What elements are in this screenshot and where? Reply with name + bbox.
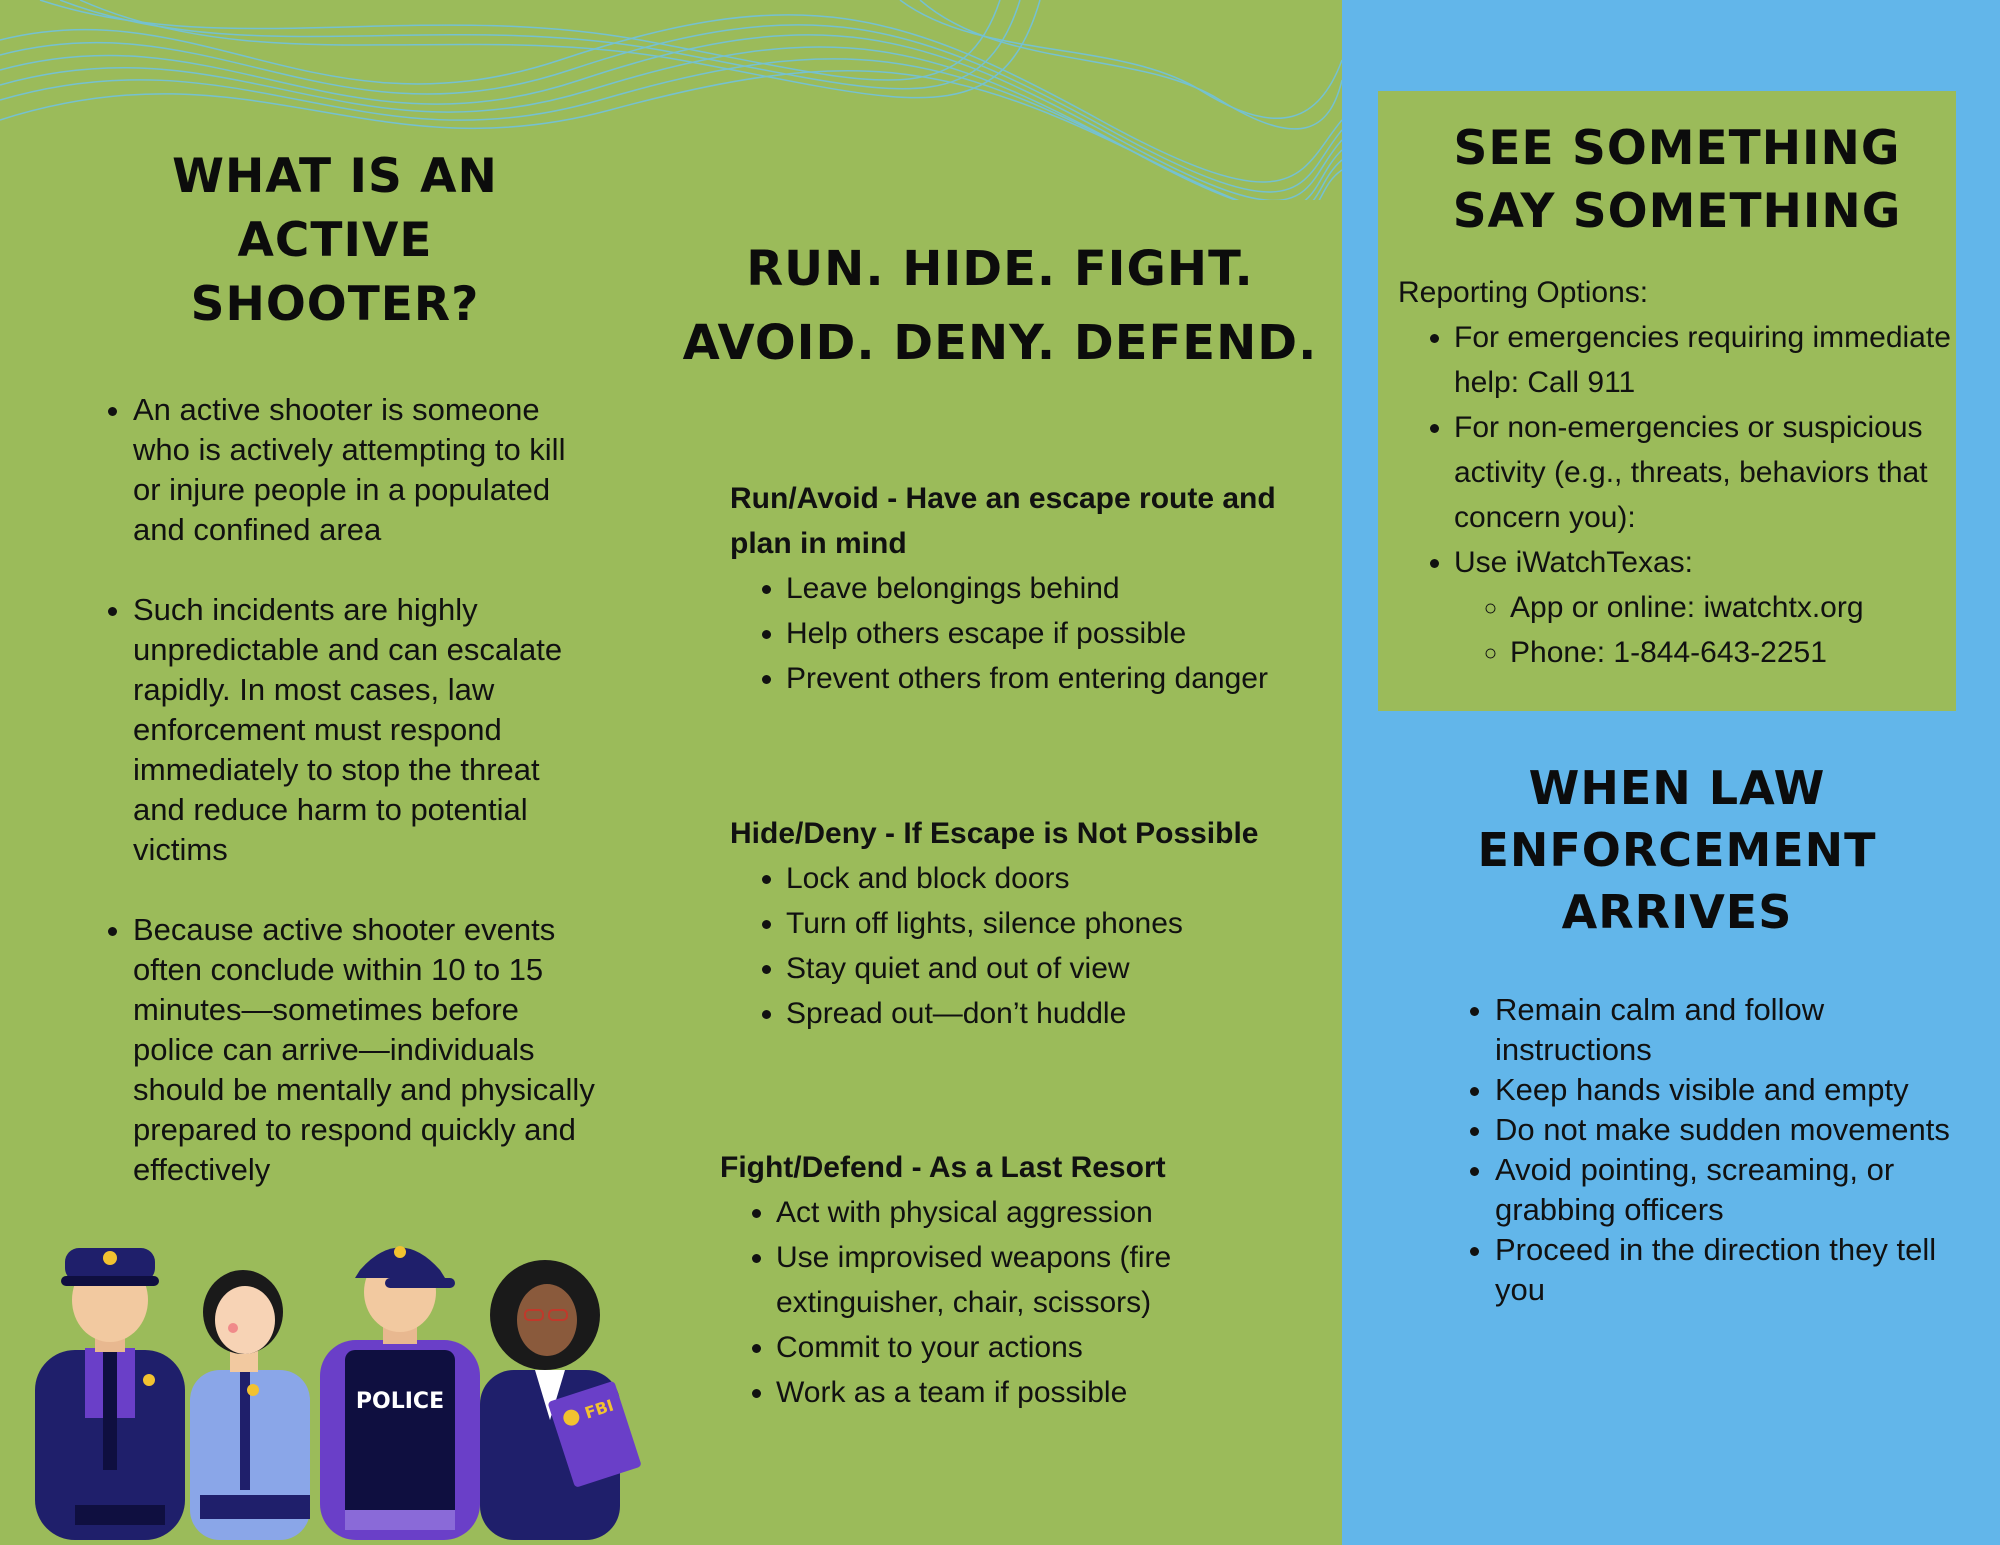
list-item: • Because active shooter events often conclude within 10 to 15 minutes—sometimes before police can arrive—individuals should be mentally and physically prepared to respond quickly and effectively xyxy=(133,910,596,1190)
see-something-heading xyxy=(1392,117,1962,243)
list-item: • Commit to your actions xyxy=(776,1325,1320,1370)
list-item: • Prevent others from entering danger xyxy=(786,656,1330,701)
agent-figure xyxy=(480,1260,642,1540)
list-item: • Stay quiet and out of view xyxy=(786,946,1330,991)
list-item: • Work as a team if possible xyxy=(776,1370,1320,1415)
folder-label: FBI xyxy=(582,1395,616,1423)
reporting-intro: Reporting Options: xyxy=(1398,276,1649,309)
list-item: • Act with physical aggression xyxy=(776,1190,1320,1235)
list-item-label: Use iWatchTexas: xyxy=(1454,546,1693,579)
officers-illustration xyxy=(25,1220,645,1540)
list-item: • Do not make sudden movements xyxy=(1495,1110,1958,1150)
hide-deny-section xyxy=(730,811,1330,1036)
run-avoid-section xyxy=(730,476,1330,701)
officer-figure xyxy=(320,1246,480,1540)
heading-line: SEE SOMETHING xyxy=(1453,121,1901,176)
list-item: • Lock and block doors xyxy=(786,856,1330,901)
list-item: • Avoid pointing, screaming, or grabbing officers xyxy=(1495,1150,1958,1230)
list-subitem: ◦ Phone: 1-844-643-2251 xyxy=(1510,630,1958,675)
list-item xyxy=(1454,540,1958,675)
law-enforcement-list xyxy=(1458,990,1958,1310)
heading-line: SAY SOMETHING xyxy=(1452,184,1902,239)
list-item: • Turn off lights, silence phones xyxy=(786,901,1330,946)
list-item: • Use improvised weapons (fire extinguisher, chair, scissors) xyxy=(776,1235,1320,1325)
what-is-heading: WHAT IS AN ACTIVE SHOOTER? xyxy=(172,149,498,332)
reporting-options xyxy=(1398,270,1958,675)
list-item: • For emergencies requiring immediate help: Call 911 xyxy=(1454,315,1958,405)
officer-figure xyxy=(190,1270,310,1540)
what-is-list xyxy=(96,390,596,1190)
section-title: Fight/Defend - As a Last Resort xyxy=(720,1151,1166,1184)
list-item: • Spread out—don’t huddle xyxy=(786,991,1330,1036)
list-subitem: ◦ App or online: iwatchtx.org xyxy=(1510,585,1958,630)
heading-line: RUN. HIDE. FIGHT. xyxy=(746,241,1254,297)
list-item: • Help others escape if possible xyxy=(786,611,1330,656)
list-item: • An active shooter is someone who is actively attempting to kill or injure people in a populated and confined area xyxy=(133,390,596,550)
list-item: • Such incidents are highly unpredictable and can escalate rapidly. In most cases, law enforcement must respond immediately to stop the threat and reduce harm to potential victims xyxy=(133,590,596,870)
fight-defend-section xyxy=(720,1145,1320,1415)
law-enforcement-heading: WHEN LAW ENFORCEMENT ARRIVES xyxy=(1477,761,1877,939)
vest-label: POLICE xyxy=(355,1389,445,1414)
list-item: • For non-emergencies or suspicious activity (e.g., threats, behaviors that concern you): xyxy=(1454,405,1958,540)
list-item: • Keep hands visible and empty xyxy=(1495,1070,1958,1110)
run-hide-fight-heading xyxy=(660,232,1340,380)
list-item: • Remain calm and follow instructions xyxy=(1495,990,1958,1070)
section-title: Run/Avoid - Have an escape route and plan in mind xyxy=(730,482,1276,560)
officer-figure xyxy=(35,1248,185,1540)
heading-line: AVOID. DENY. DEFEND. xyxy=(682,315,1318,371)
list-item: • Leave belongings behind xyxy=(786,566,1330,611)
list-item: • Proceed in the direction they tell you xyxy=(1495,1230,1958,1310)
section-title: Hide/Deny - If Escape is Not Possible xyxy=(730,817,1259,850)
